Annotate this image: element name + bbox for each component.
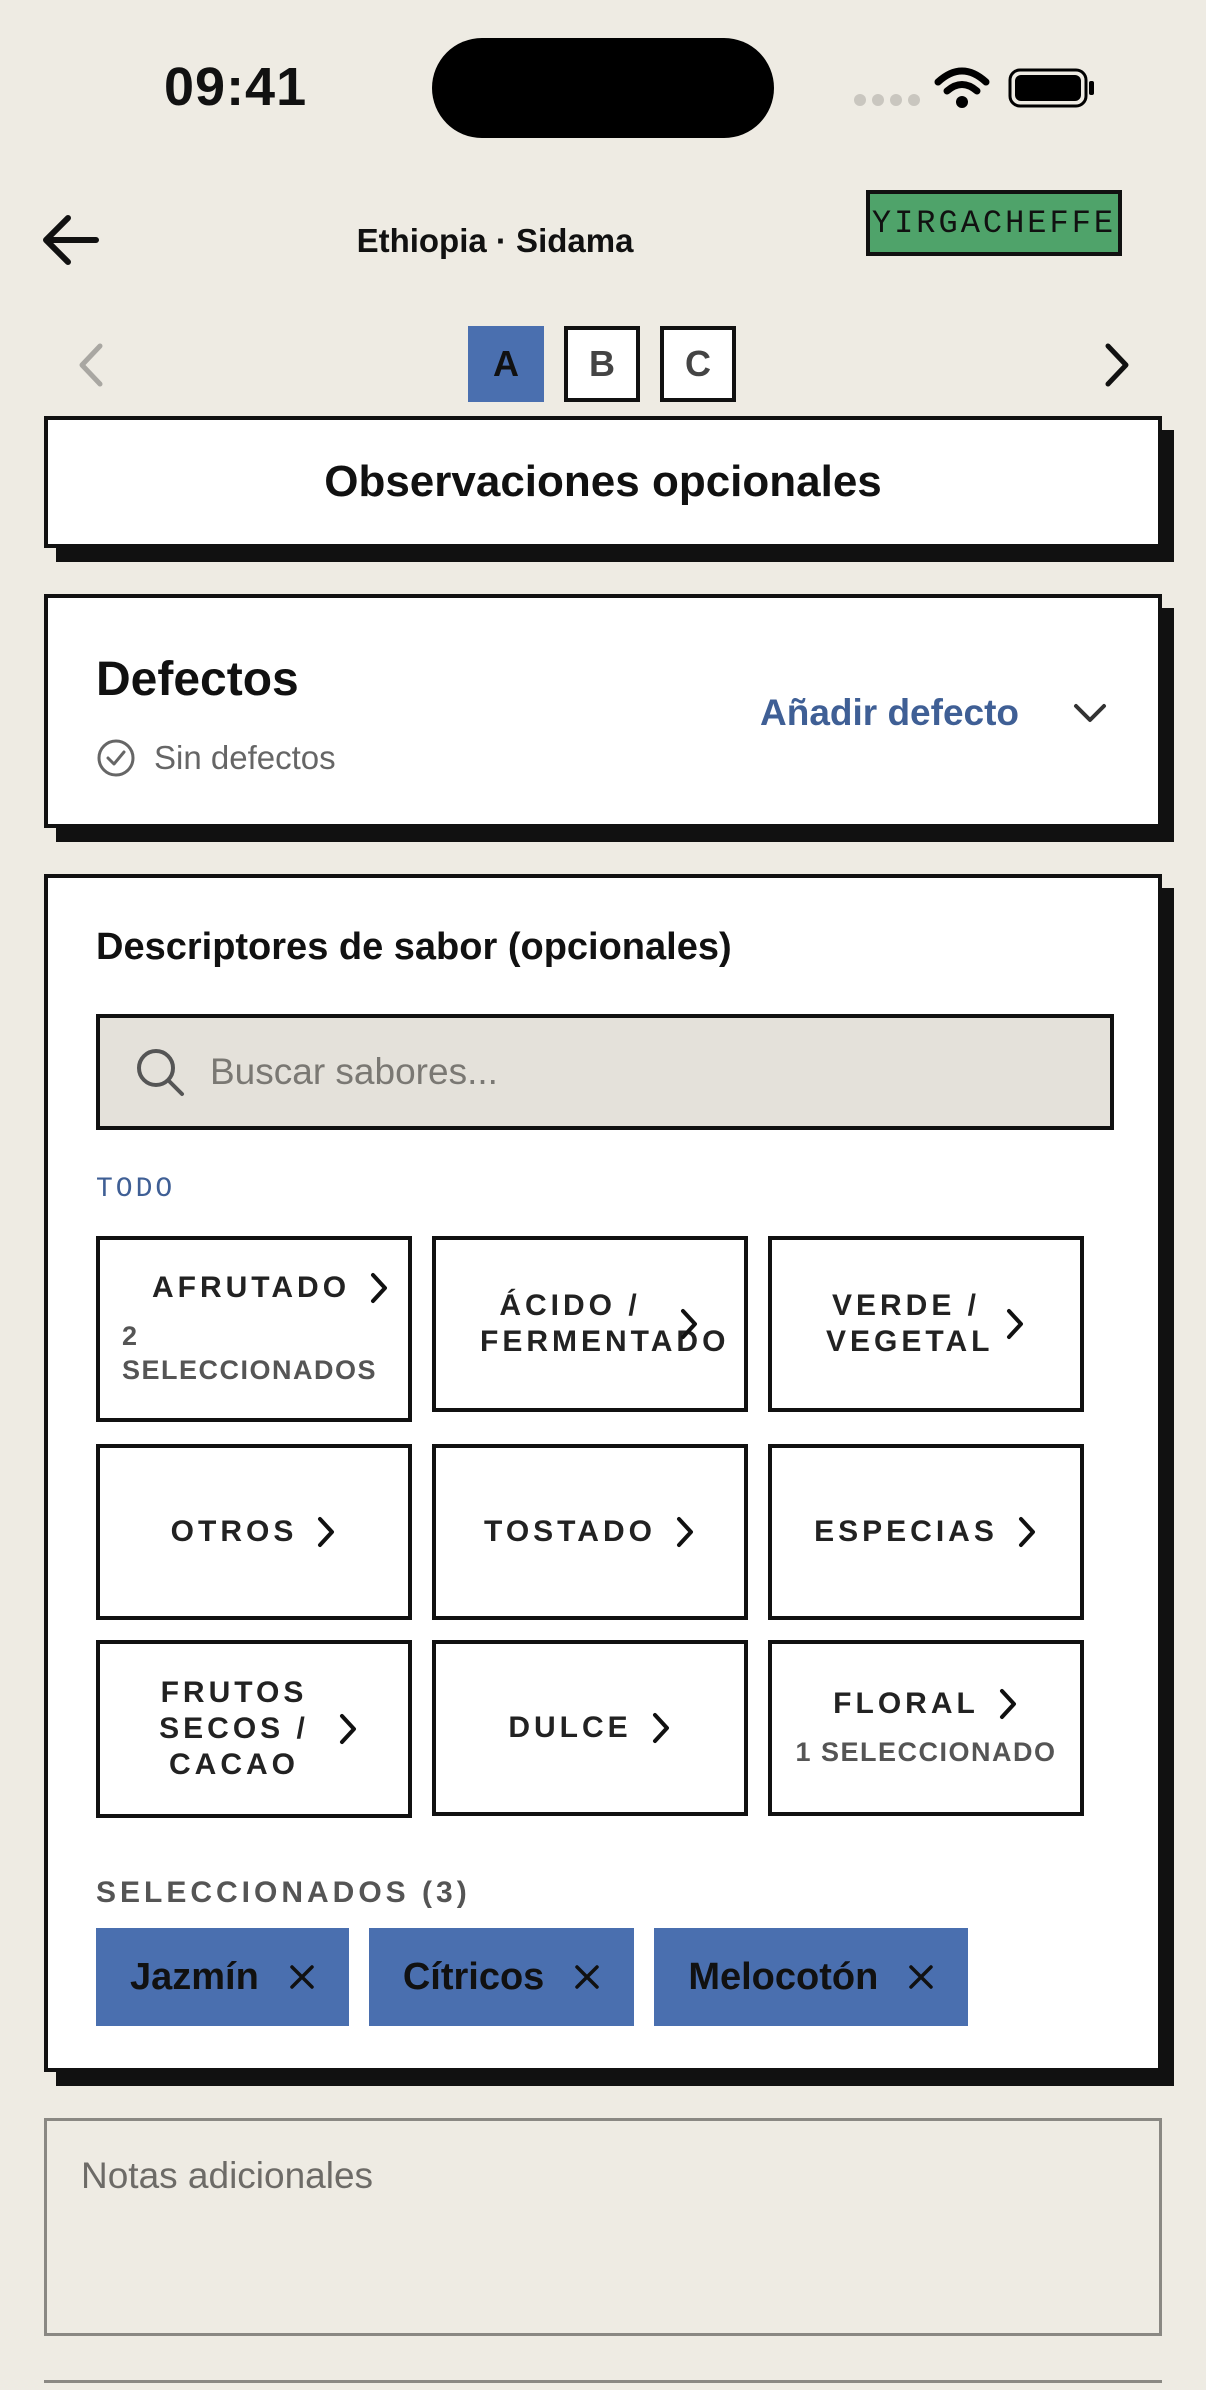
cellular-signal-icon xyxy=(854,94,920,106)
flavor-search-input[interactable] xyxy=(96,1014,1114,1130)
chevron-down-icon[interactable] xyxy=(1072,698,1108,728)
additional-notes-field[interactable] xyxy=(44,2118,1162,2336)
chevron-right-icon xyxy=(674,1515,696,1549)
page-title: Ethiopia · Sidama xyxy=(356,222,634,259)
category-label: TOSTADO xyxy=(484,1515,656,1548)
defects-status-label: Sin defectos xyxy=(154,739,336,776)
battery-icon xyxy=(1008,68,1098,108)
wifi-icon xyxy=(934,66,990,110)
next-sample-chevron-icon[interactable] xyxy=(1096,340,1136,390)
chevron-right-icon xyxy=(315,1515,337,1549)
observations-card xyxy=(44,416,1162,548)
observations-title: Observaciones opcionales xyxy=(324,457,882,506)
category-label: FRUTOS SECOS / CACAO xyxy=(159,1676,309,1781)
defects-card xyxy=(44,594,1162,828)
close-icon[interactable] xyxy=(574,1964,600,1990)
category-verde-vegetal[interactable] xyxy=(768,1236,1084,1412)
category-selected-count: 1 SELECCIONADO xyxy=(795,1737,1057,1768)
search-icon xyxy=(134,1046,186,1098)
defects-status xyxy=(96,738,336,778)
selected-chip[interactable] xyxy=(369,1928,634,2026)
category-label: VERDE / VEGETAL xyxy=(826,1289,994,1358)
category-frutos-secos-cacao[interactable] xyxy=(96,1640,412,1818)
selected-chip[interactable] xyxy=(96,1928,349,2026)
chevron-right-icon xyxy=(1004,1307,1026,1341)
category-dulce[interactable] xyxy=(432,1640,748,1816)
category-label: ESPECIAS xyxy=(814,1515,998,1548)
category-tostado[interactable] xyxy=(432,1444,748,1620)
sample-tab-c[interactable]: C xyxy=(660,326,736,402)
chevron-right-icon xyxy=(368,1271,390,1305)
selected-chips xyxy=(96,1928,968,2026)
sample-tabs xyxy=(468,326,736,402)
previous-sample-chevron-icon[interactable] xyxy=(72,340,112,390)
chip-label: Jazmín xyxy=(130,1955,259,1998)
chevron-right-icon xyxy=(650,1711,672,1745)
origin-tag: YIRGACHEFFE xyxy=(866,190,1122,256)
category-label: DULCE xyxy=(508,1711,632,1744)
defects-title: Defectos xyxy=(96,653,299,706)
search-placeholder: Buscar sabores... xyxy=(210,1051,498,1092)
sample-tab-a[interactable]: A xyxy=(468,326,544,402)
close-icon[interactable] xyxy=(289,1964,315,1990)
flavor-descriptors-card xyxy=(44,874,1162,2072)
category-otros[interactable] xyxy=(96,1444,412,1620)
category-acido-fermentado[interactable] xyxy=(432,1236,748,1412)
category-especias[interactable] xyxy=(768,1444,1084,1620)
chip-label: Melocotón xyxy=(688,1955,879,1998)
category-afrutado[interactable] xyxy=(96,1236,412,1422)
selected-title: SELECCIONADOS (3) xyxy=(96,1876,471,1909)
back-arrow-icon[interactable] xyxy=(40,212,102,268)
chevron-right-icon xyxy=(337,1712,359,1746)
chip-label: Cítricos xyxy=(402,1955,545,1998)
chevron-right-icon xyxy=(997,1687,1019,1721)
flavor-descriptors-title: Descriptores de sabor (opcionales) xyxy=(96,926,732,968)
selected-chip[interactable] xyxy=(654,1928,968,2026)
status-time: 09:41 xyxy=(164,57,308,117)
chevron-right-icon xyxy=(678,1307,700,1341)
close-icon[interactable] xyxy=(908,1964,934,1990)
category-label: FLORAL xyxy=(833,1687,979,1721)
chevron-right-icon xyxy=(1016,1515,1038,1549)
check-circle-icon xyxy=(96,738,136,778)
dynamic-island xyxy=(432,38,774,138)
category-label: AFRUTADO xyxy=(151,1271,351,1305)
filter-all-label[interactable]: TODO xyxy=(96,1174,176,1205)
category-label: ÁCIDO / FERMENTADO xyxy=(480,1289,730,1358)
add-defect-button[interactable]: Añadir defecto xyxy=(760,692,1020,733)
category-label: OTROS xyxy=(170,1515,298,1548)
notes-placeholder: Notas adicionales xyxy=(81,2155,374,2196)
category-selected-count: 2 SELECCIONADOS xyxy=(121,1321,377,1385)
divider xyxy=(44,2380,1162,2383)
category-floral[interactable] xyxy=(768,1640,1084,1816)
sample-tab-b[interactable]: B xyxy=(564,326,640,402)
